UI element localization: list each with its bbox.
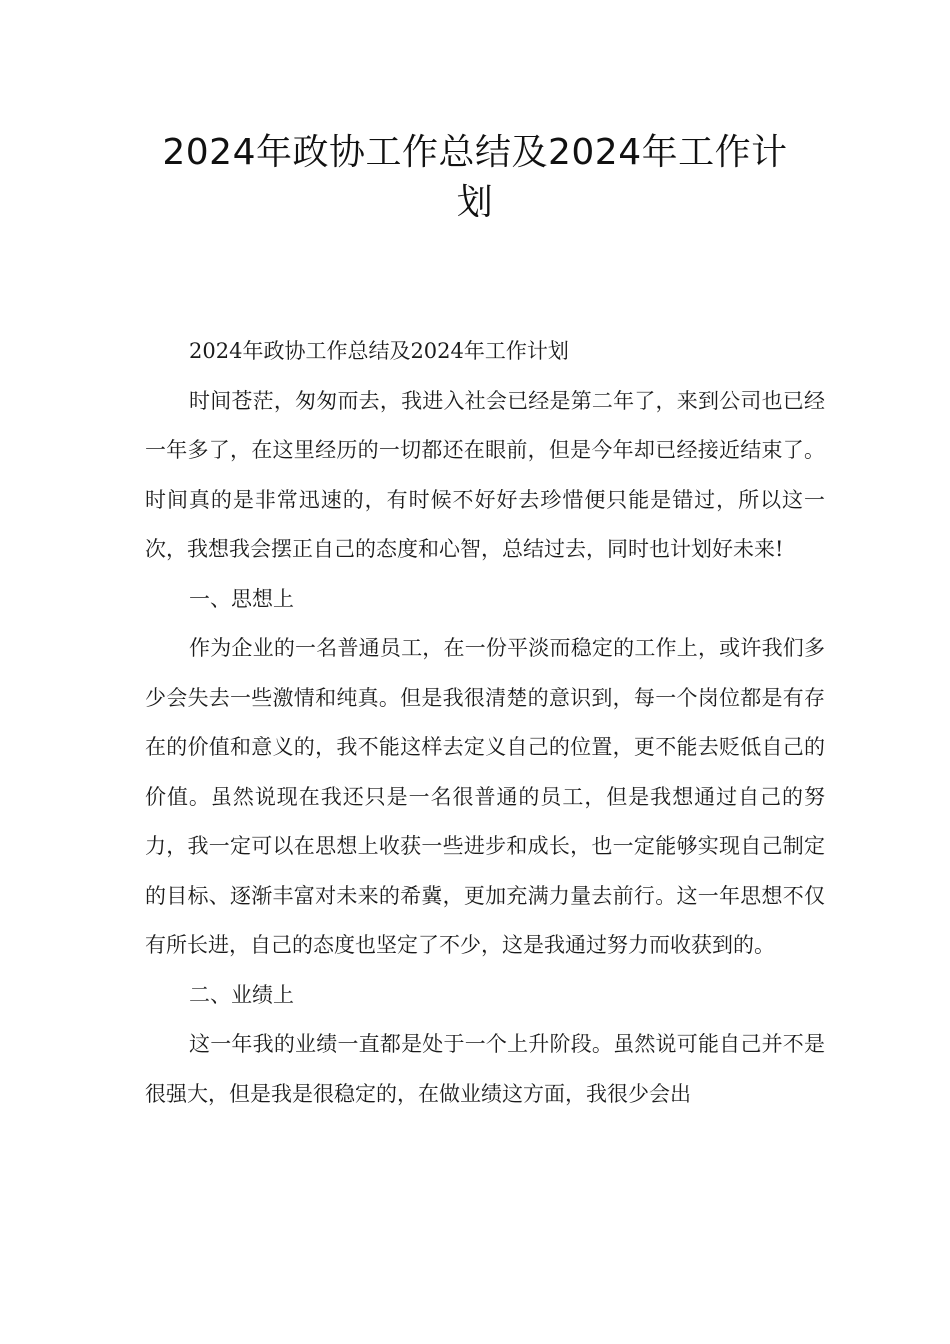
thought-paragraph: 作为企业的一名普通员工，在一份平淡而稳定的工作上，或许我们多少会失去一些激情和纯真。但是我很清楚的意识到，每一个岗位都是有存在的价值和意义的，我不能这样去定义自己的位置，更不能去贬低自己的价值。虽然说现在我还只是一名很普通的员工，但是我想通过自己的努力，我一定可以在思想上收获一些进步和成长，也一定能够实现自己制定的目标、逐渐丰富对未来的希冀，更加充满力量去前行。这一年思想不仅有所长进，自己的态度也坚定了不少，这是我通过努力而收获到的。	[145, 636, 825, 957]
section-heading-thought: 一、思想上	[189, 586, 294, 611]
document-body	[145, 327, 825, 1119]
section-heading-performance: 二、业绩上	[189, 982, 294, 1007]
intro-paragraph: 时间苍茫，匆匆而去，我进入社会已经是第二年了，来到公司也已经一年多了，在这里经历的一切都还在眼前，但是今年却已经接近结束了。时间真的是非常迅速的，有时候不好好去珍惜便只能是错过，所以这一次，我想我会摆正自己的态度和心智，总结过去，同时也计划好未来!	[145, 388, 825, 561]
subtitle-paragraph: 2024年政协工作总结及2024年工作计划	[189, 339, 569, 363]
document-title: 2024年政协工作总结及2024年工作计划	[162, 132, 788, 223]
performance-paragraph: 这一年我的业绩一直都是处于一个上升阶段。虽然说可能自己并不是很强大，但是我是很稳定的，在做业绩这方面，我很少会出	[145, 1032, 825, 1106]
